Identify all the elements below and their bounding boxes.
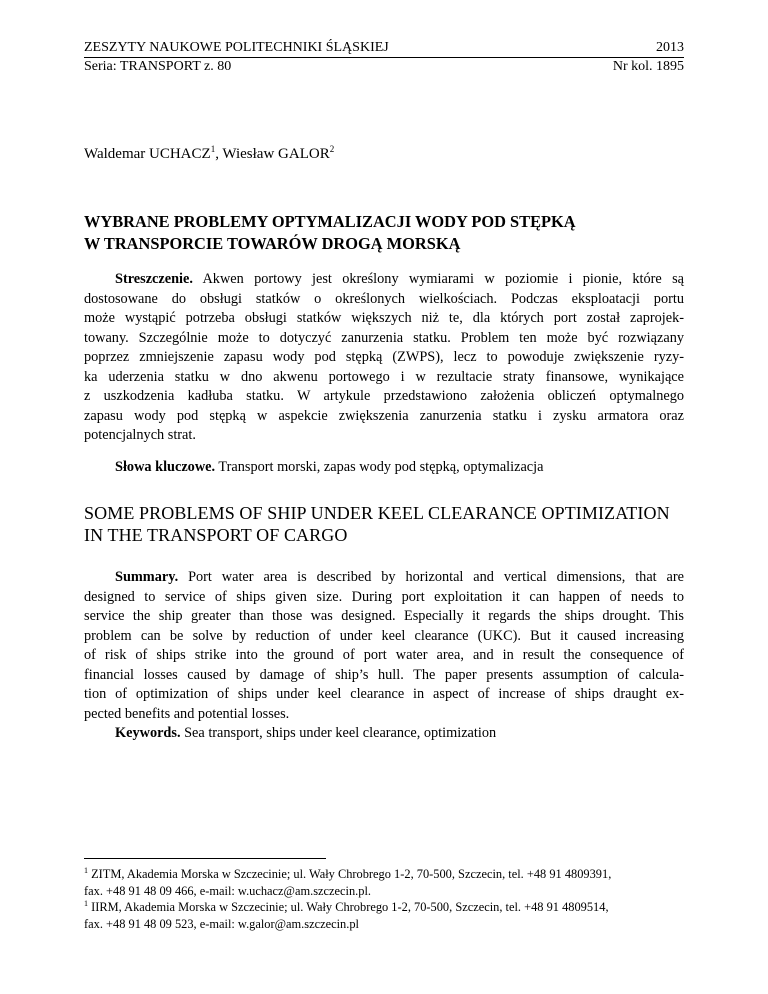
abstract-pl-line: potencjalnych strat. bbox=[84, 427, 196, 443]
header-divider bbox=[84, 57, 684, 58]
abstract-pl-label: Streszczenie. bbox=[115, 271, 193, 287]
abstract-pl-line: dostosowane do obsługi statków o określonych wielkościach. Podczas eksploatacji portu bbox=[84, 290, 684, 307]
journal-series: Seria: TRANSPORT z. 80 bbox=[84, 59, 232, 74]
abstract-en-line: tion of optimization of ships under keel clearance in aspect of increase of ships draught ex- bbox=[84, 686, 684, 702]
abstract-pl-line: może wystąpić potrzeba obsługi statków większych niż te, dla których port został zaprojek- bbox=[84, 310, 684, 326]
abstract-pl-line: towany. Szczególnie może to dotyczyć zanurzenia statku. Problem ten może być rozwiązany bbox=[84, 329, 684, 346]
abstract-en-label: Summary. bbox=[115, 569, 179, 585]
keywords-pl-label: Słowa kluczowe. bbox=[115, 459, 216, 475]
footnote-1-line-1: $^1$ ZITM, Akademia Morska w Szczecinie; ul. Wały Chrobrego 1-2, 70-500, Szczecin, tel. +48 91 4809391, bbox=[84, 865, 612, 881]
author-1: Waldemar UCHACZ bbox=[84, 146, 211, 162]
footnote-1-mark: 1 bbox=[84, 865, 88, 875]
title-polish bbox=[84, 211, 684, 255]
abstract-polish bbox=[84, 270, 684, 446]
journal-issue: Nr kol. 1895 bbox=[612, 59, 684, 74]
keywords-pl-text: Transport morski, zapas wody pod stępką, optymalizacja bbox=[215, 459, 544, 475]
keywords-english bbox=[115, 724, 496, 743]
paper-page bbox=[84, 0, 684, 994]
abstract-pl-line: z uszkodzenia kadłuba statku. W artykule przedstawiono założenia obliczeń optymalnego bbox=[84, 388, 684, 404]
footnote-2-line-2: fax. +48 91 48 09 523, e-mail: w.galor@am.szczecin.pl bbox=[84, 916, 359, 931]
abstract-pl-line: zapasu wody pod stępką w aspekcie zwiększenia zanurzenia statku i zysku armatora oraz bbox=[84, 407, 684, 424]
abstract-en-line: designed to service of ships given size. During port exploitation it can happen of needs to bbox=[84, 588, 684, 605]
title-polish-line-2: W TRANSPORCIE TOWARÓW DROGĄ MORSKĄ bbox=[84, 234, 461, 253]
footnote-1-line-2: fax. +48 91 48 09 466, e-mail: w.uchacz@am.szczecin.pl. bbox=[84, 883, 371, 898]
abstract-en-line: pected benefits and potential losses. bbox=[84, 705, 290, 722]
journal-year: 2013 bbox=[656, 40, 684, 55]
footnote-2-line-1: $^1$ IIRM, Akademia Morska w Szczecinie; ul. Wały Chrobrego 1-2, 70-500, Szczecin, tel. +48 91 4809514, bbox=[84, 898, 609, 914]
author-2: Wiesław GALOR bbox=[222, 146, 330, 162]
abstract-en-line: financial losses caused by damage of ship’s hull. The paper presents assumption of calcula- bbox=[84, 666, 684, 683]
abstract-pl-line: ka uderzenia statku w dno akwenu portowego i w rezultacie straty finansowe, wynikające bbox=[84, 368, 684, 385]
abstract-en-line: problem can be solve by reduction of under keel clearance (UKC). But it caused increasing bbox=[84, 627, 684, 644]
title-english-line-1: SOME PROBLEMS OF SHIP UNDER KEEL CLEARANCE OPTIMIZATION bbox=[84, 503, 670, 523]
header-row-1 bbox=[84, 38, 684, 57]
keywords-polish bbox=[115, 458, 543, 477]
abstract-en-line: of risk of ships strike into the ground of port water area, and in result the consequence of bbox=[84, 647, 684, 663]
author-1-footnote-mark: 1 bbox=[210, 144, 216, 154]
keywords-en-text: Sea transport, ships under keel clearance, optimization bbox=[180, 725, 497, 741]
authors-line bbox=[84, 144, 334, 164]
header-row-2 bbox=[84, 57, 684, 76]
footnote-divider bbox=[84, 858, 326, 859]
title-english-line-2: IN THE TRANSPORT OF CARGO bbox=[84, 525, 348, 545]
footnotes bbox=[84, 866, 684, 932]
title-polish-line-1: WYBRANE PROBLEMY OPTYMALIZACJI WODY POD STĘPKĄ bbox=[84, 212, 576, 231]
abstract-en-line: service the ship greater than those was designed. Especially it regards the ships drought. This bbox=[84, 608, 684, 624]
abstract-pl-line: Streszczenie. Akwen portowy jest określony wymiarami w poziomie i pionie, które są bbox=[115, 271, 684, 287]
footnote-2-mark: 1 bbox=[84, 898, 88, 908]
author-separator: , bbox=[215, 146, 223, 162]
title-english bbox=[84, 502, 684, 546]
abstract-pl-line: poprzez zmniejszenie zapasu wody pod stępką (ZWPS), lecz to powoduje zwiększenie ryzy- bbox=[84, 349, 684, 365]
keywords-en-label: Keywords. bbox=[115, 725, 181, 741]
abstract-english bbox=[84, 568, 684, 724]
abstract-en-line: Summary. Port water area is described by horizontal and vertical dimensions, that are bbox=[115, 569, 685, 585]
author-2-footnote-mark: 2 bbox=[329, 144, 335, 154]
journal-name: ZESZYTY NAUKOWE POLITECHNIKI ŚLĄSKIEJ bbox=[84, 40, 389, 55]
